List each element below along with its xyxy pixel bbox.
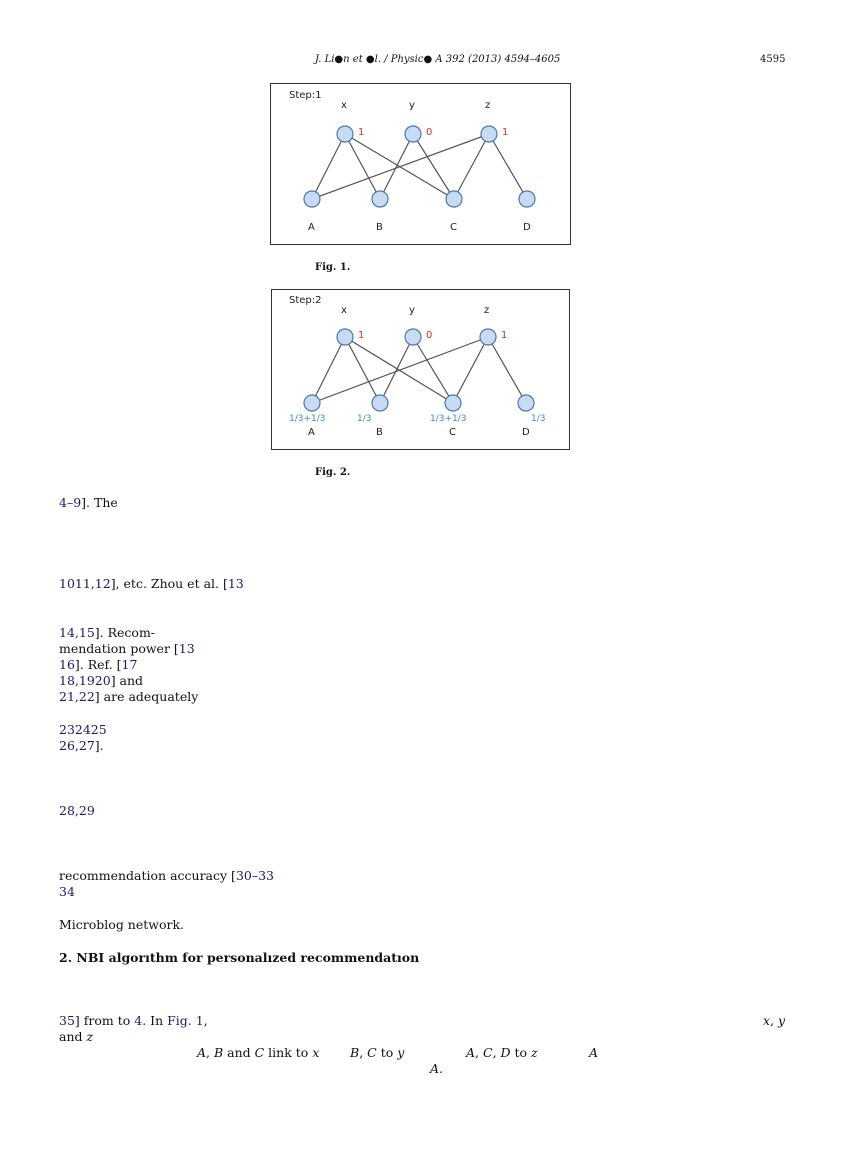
bottom-label-B: B xyxy=(376,222,383,233)
node-x xyxy=(337,126,353,142)
step-label: Step:1 xyxy=(289,90,322,101)
bottom-label-D: D xyxy=(523,222,531,233)
node-y xyxy=(405,126,421,142)
citation-link[interactable]: 21,22 xyxy=(59,689,95,704)
citation-link[interactable]: 14,15 xyxy=(59,625,95,640)
node-D xyxy=(519,191,535,207)
citation-link[interactable]: 1011,12 xyxy=(59,576,111,591)
text-line: 35] from to 4. In Fig. 1, xyxy=(59,1013,208,1028)
text-line: and z xyxy=(59,1029,94,1044)
figure-1 xyxy=(270,83,571,245)
edge-y-C xyxy=(413,134,454,199)
edge-z-C xyxy=(454,134,489,199)
score-C: 1/3+1/3 xyxy=(430,414,467,424)
node-A xyxy=(304,191,320,207)
bottom-label-D: D xyxy=(522,427,530,438)
score-A: 1/3+1/3 xyxy=(289,414,326,424)
node-z xyxy=(481,126,497,142)
citation-link[interactable]: 26,27 xyxy=(59,738,95,753)
bottom-label-A: A xyxy=(308,222,315,233)
node-C xyxy=(446,191,462,207)
node-y xyxy=(405,329,421,345)
citation-link[interactable]: 30–33 xyxy=(235,868,274,883)
citation-link[interactable]: 35 xyxy=(59,1013,75,1028)
node-B xyxy=(372,395,388,411)
text-line-right: x, y xyxy=(763,1013,786,1028)
figure-1-caption: Fig. 1. xyxy=(315,262,351,273)
edge-z-C xyxy=(453,337,488,403)
top-label-x: x xyxy=(341,100,347,111)
citation-link[interactable]: 13 xyxy=(227,576,244,591)
edge-y-B xyxy=(380,134,413,199)
section-heading: 2. NBI algorıthm for personalızed recommendatıon xyxy=(59,950,420,965)
text-line: 14,15]. Recom- xyxy=(59,625,156,640)
edge-z-D xyxy=(488,337,526,403)
figure-2 xyxy=(271,289,570,450)
node-B xyxy=(372,191,388,207)
bottom-label-A: A xyxy=(308,427,315,438)
node-z xyxy=(480,329,496,345)
citation-link[interactable]: 232425 xyxy=(59,722,107,737)
top-label-x: x xyxy=(341,305,347,316)
text-fragment: A, B and C link to x xyxy=(197,1045,320,1060)
node-D xyxy=(518,395,534,411)
edge-x-B xyxy=(345,337,380,403)
text-line: 21,22] are adequately xyxy=(59,689,199,704)
bottom-label-C: C xyxy=(449,427,456,438)
text-line xyxy=(59,884,75,900)
text-fragment: A xyxy=(589,1045,599,1060)
weight-z: 1 xyxy=(501,330,508,341)
score-D: 1/3 xyxy=(531,414,546,424)
step-label: Step:2 xyxy=(289,295,322,306)
text-fragment: A, C, D to z xyxy=(466,1045,538,1060)
weight-x: 1 xyxy=(358,127,365,138)
bottom-label-B: B xyxy=(376,427,383,438)
text-line: mendation power [13 xyxy=(59,641,195,656)
text-line: 4–9]. The xyxy=(59,495,118,510)
citation-link[interactable]: 34 xyxy=(59,884,75,899)
weight-x: 1 xyxy=(358,330,365,341)
top-label-z: z xyxy=(484,305,490,316)
text-fragment: B, C to y xyxy=(350,1045,405,1060)
figure-link[interactable]: Fig. 1 xyxy=(167,1013,204,1028)
weight-y: 0 xyxy=(426,127,433,138)
node-A xyxy=(304,395,320,411)
page-number: 4595 xyxy=(760,54,786,65)
edge-y-C xyxy=(413,337,453,403)
citation-link[interactable]: 4 xyxy=(134,1013,143,1028)
figure-2-caption: Fig. 2. xyxy=(315,467,351,478)
score-B: 1/3 xyxy=(357,414,372,424)
running-header: J. Li●n et ●l. / Physic● A 392 (2013) 4594–4605 xyxy=(315,54,561,65)
citation-link[interactable]: 28,29 xyxy=(59,803,95,818)
edge-z-A xyxy=(312,337,488,403)
text-line: 18,1920] and xyxy=(59,673,144,688)
citation-link[interactable]: 17 xyxy=(121,657,138,672)
text-line: 16]. Ref. [17 xyxy=(59,657,138,672)
text-line: recommendation accuracy [30–33 xyxy=(59,868,274,883)
weight-z: 1 xyxy=(502,127,509,138)
text-line: 26,27]. xyxy=(59,738,104,753)
citation-link[interactable]: 13 xyxy=(178,641,195,656)
citation-link[interactable]: 16 xyxy=(59,657,75,672)
figure-1-graph xyxy=(271,84,572,246)
node-C xyxy=(445,395,461,411)
citation-link[interactable]: 18,1920 xyxy=(59,673,111,688)
text-line: Microblog network. xyxy=(59,917,185,932)
edge-y-B xyxy=(380,337,413,403)
weight-y: 0 xyxy=(426,330,433,341)
top-label-y: y xyxy=(409,100,415,111)
bottom-label-C: C xyxy=(450,222,457,233)
node-x xyxy=(337,329,353,345)
figure-2-graph xyxy=(272,290,571,451)
text-line: 1011,12], etc. Zhou et al. [13 xyxy=(59,576,244,591)
text-fragment: A. xyxy=(430,1061,444,1076)
citation-link[interactable]: 4–9 xyxy=(59,495,82,510)
text-line xyxy=(59,722,107,738)
top-label-y: y xyxy=(409,305,415,316)
top-label-z: z xyxy=(485,100,491,111)
text-line xyxy=(59,803,95,819)
edge-z-D xyxy=(489,134,527,199)
edge-z-A xyxy=(312,134,489,199)
